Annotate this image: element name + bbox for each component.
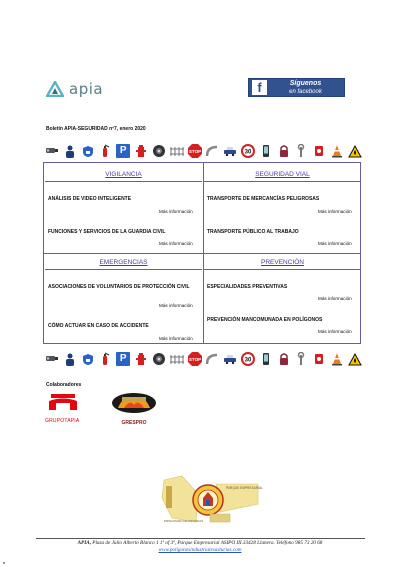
item-title[interactable]: ASOCIACIONES DE VOLUNTARIOS DE PROTECCIÓN CIVIL: [48, 284, 190, 290]
section-rule: [204, 269, 361, 270]
fence-icon: [170, 352, 184, 366]
apia-logo[interactable]: [46, 80, 103, 98]
fence-icon: [170, 144, 184, 158]
footer-address: Plaza de Julio Alberto Blanco 1 1º of 3ª, Parque Empresarial ASIPO III.33428 Llanera.: [92, 540, 275, 546]
apia-wordmark: apia: [69, 80, 104, 98]
svg-text:STOP: STOP: [188, 149, 201, 154]
page-mark: [3, 562, 5, 564]
content-grid: [43, 162, 361, 344]
section-title-vigilancia[interactable]: VIGILANCIA: [105, 171, 142, 178]
section-rule: [204, 181, 361, 182]
more-info-link[interactable]: Más información: [159, 336, 193, 341]
more-info-link[interactable]: Más información: [318, 209, 352, 214]
facebook-line1: Síguenos: [289, 79, 322, 87]
police-car-icon: [223, 352, 237, 366]
fire-hydrant-icon: [134, 352, 148, 366]
more-info-link[interactable]: Más información: [318, 329, 352, 334]
police-car-icon: [223, 144, 237, 158]
mobile-phone-icon: [259, 144, 273, 158]
facebook-follow-button[interactable]: [248, 78, 345, 97]
construction-cone-icon: [330, 144, 344, 158]
lock-icon: [81, 144, 95, 158]
item-title[interactable]: CÓMO ACTUAR EN CASO DE ACCIDENTE: [48, 323, 149, 329]
cctv-camera-icon: [45, 144, 59, 158]
section-title-prevencion[interactable]: PREVENCIÓN: [261, 259, 304, 266]
item-title[interactable]: ANÁLISIS DE VIDEO INTELIGENTE: [48, 196, 132, 202]
item-title[interactable]: FUNCIONES Y SERVICIOS DE LA GUARDIA CIVIL: [48, 229, 166, 235]
section-title-emergencias[interactable]: EMERGENCIAS: [99, 259, 148, 266]
tapia-mark-icon: [45, 393, 81, 411]
item-title[interactable]: ESPECIALIDADES PREVENTIVAS: [207, 284, 288, 290]
cctv-camera-icon: [45, 352, 59, 366]
speed-limit-30-icon: [241, 352, 255, 366]
guard-icon: [63, 144, 77, 158]
camera-icon: [152, 352, 166, 366]
grid-divider-horizontal: [44, 253, 360, 254]
fire-alarm-icon: [312, 352, 326, 366]
parking-icon: P: [116, 144, 130, 158]
grespro-wordmark: GRESPRO: [121, 420, 147, 426]
camera-icon: [152, 144, 166, 158]
footer: [20, 540, 380, 554]
lock-icon: [81, 352, 95, 366]
more-info-link[interactable]: Más información: [318, 296, 352, 301]
wrench-icon: [294, 144, 308, 158]
section-title-seguridad-vial[interactable]: SEGURIDAD VIAL: [255, 171, 310, 178]
parque-empresarial-emblem: [160, 474, 265, 531]
more-info-link[interactable]: Más información: [159, 241, 193, 246]
wrench-icon: [294, 352, 308, 366]
fire-extinguisher-icon: [98, 144, 112, 158]
footer-phone: Teléfono 985 73 20 68: [276, 540, 323, 546]
svg-text:30: 30: [244, 149, 252, 156]
facebook-icon: f: [252, 80, 267, 95]
speed-limit-30-icon: [241, 144, 255, 158]
guard-icon: [63, 352, 77, 366]
bulletin-title: Boletín APIA-SEGURIDAD nº7, enero 2020: [46, 126, 146, 132]
stop-sign-icon: [188, 352, 202, 366]
grespro-logo[interactable]: [110, 390, 158, 426]
footer-website-link[interactable]: www.poligonosindustrialesasturias.com: [158, 547, 242, 553]
hazard-sign-icon: [348, 352, 362, 366]
grupotapia-wordmark: GRUPOTAPIA: [45, 418, 80, 424]
fire-extinguisher-icon: [98, 352, 112, 366]
facebook-line2: en facebook: [289, 88, 322, 95]
emblem-top-text: PARQUE EMPRESARIAL: [226, 486, 263, 490]
apia-triangle-icon: [46, 81, 64, 97]
section-rule: [45, 269, 202, 270]
footer-org: APIA,: [77, 540, 91, 546]
more-info-link[interactable]: Más información: [159, 209, 193, 214]
padlock-icon: [277, 144, 291, 158]
fire-hydrant-icon: [134, 144, 148, 158]
icon-strip-bottom: [45, 349, 362, 369]
item-title[interactable]: TRANSPORTE PÚBLICO AL TRABAJO: [207, 229, 299, 235]
collaborators-label: Colaboradores: [46, 382, 82, 388]
svg-text:30: 30: [244, 357, 252, 364]
hazard-sign-icon: [348, 144, 362, 158]
icon-strip-top: [45, 141, 362, 161]
more-info-link[interactable]: Más información: [159, 303, 193, 308]
grupotapia-logo[interactable]: [45, 393, 85, 424]
pipe-icon: [205, 144, 219, 158]
more-info-link[interactable]: Más información: [318, 241, 352, 246]
grespro-flame-icon: [110, 390, 158, 414]
footer-rule: [36, 538, 365, 539]
emblem-bottom-text: PRINCIPADO DE ASTURIAS: [164, 519, 204, 523]
item-title[interactable]: TRANSPORTE DE MERCANCÍAS PELIGROSAS: [207, 196, 320, 202]
fire-alarm-icon: [312, 144, 326, 158]
mobile-phone-icon: [259, 352, 273, 366]
stop-sign-icon: [188, 144, 202, 158]
svg-text:STOP: STOP: [188, 357, 201, 362]
item-title[interactable]: PREVENCIÓN MANCOMUNADA EN POLÍGONOS: [207, 317, 323, 323]
parking-icon: P: [116, 352, 130, 366]
section-rule: [45, 181, 202, 182]
pipe-icon: [205, 352, 219, 366]
construction-cone-icon: [330, 352, 344, 366]
padlock-icon: [277, 352, 291, 366]
